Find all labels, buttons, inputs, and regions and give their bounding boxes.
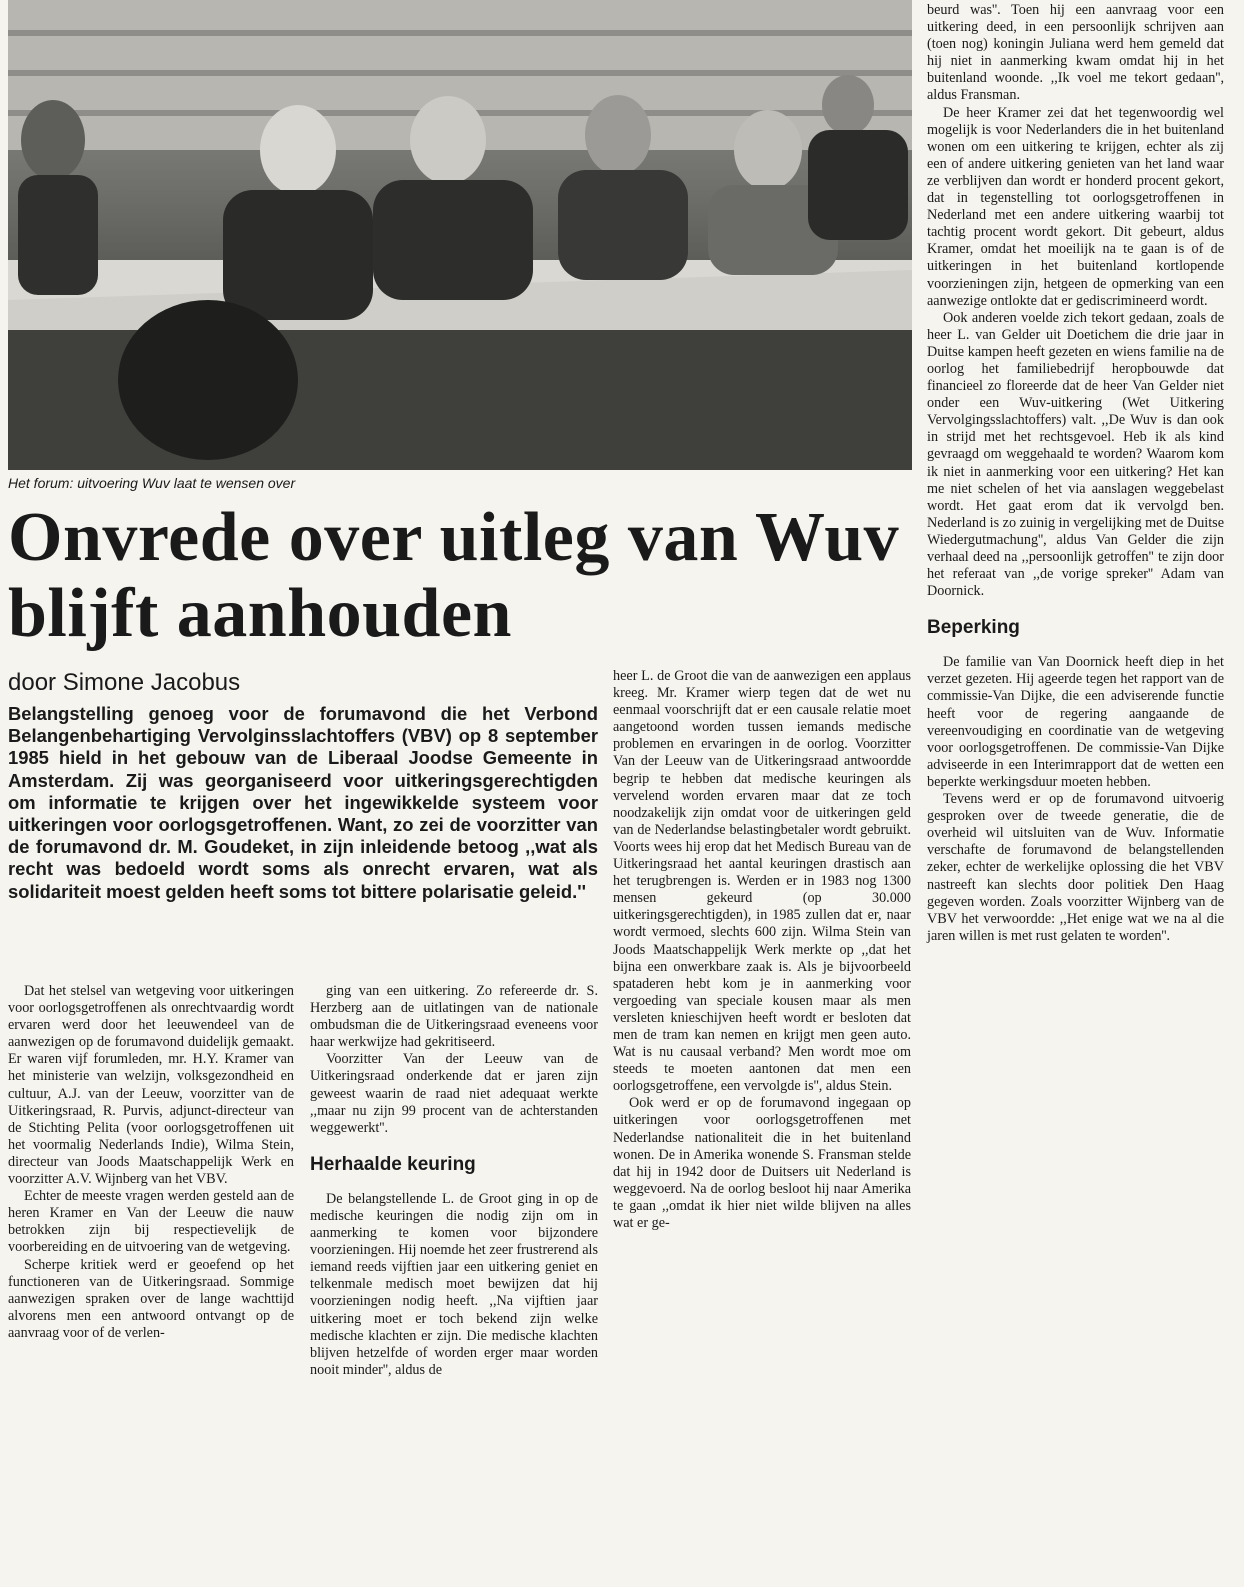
body-paragraph: Voorzitter Van der Leeuw van de Uitkeringsraad onderkende dat er jaren zijn geweest waarin de raad niet adequaat werkte ,,maar nu zijn 99 procent van de achterstanden weggewerkt''. (310, 1051, 598, 1136)
column-1 (8, 983, 294, 1342)
body-paragraph: Echter de meeste vragen werden gesteld aan de heren Kramer en Van der Leeuw die nauw betrokken zijn bij respectievelijk de voorbereiding en de uitvoering van de wetgeving. (8, 1188, 294, 1256)
body-paragraph: ging van een uitkering. Zo refereerde dr. S. Herzberg aan de uitlatingen van de nationale ombudsman die de Uitkeringsraad eveneens voor haar werkwijze had gekritiseerd. (310, 983, 598, 1051)
lead-paragraph: Belangstelling genoeg voor de forumavond die het Verbond Belangenbehartiging Vervolginsslachtoffers (VBV) op 8 september 1985 hield in het gebouw van de Liberaal Joodse Gemeente in Amsterdam. Zij was georganiseerd voor uitkeringsgerechtigden om informatie te krijgen over het ingewikkelde systeem voor uitkeringen voor oorlogsgetroffenen. Want, zo zei de voorzitter van de forumavond dr. M. Goudeket, in zijn inleidende betoog ,,wat als recht was bedoeld wordt soms als onrecht ervaren, wat als solidariteit moest gelden heeft soms tot bittere polarisatie geleid.'' (8, 703, 598, 902)
subheading-herhaalde-keuring: Herhaalde keuring (310, 1153, 476, 1175)
column-4 (927, 2, 1224, 945)
body-paragraph: beurd was''. Toen hij een aanvraag voor een uitkering deed, in een persoonlijk schrijven aan (toen nog) koningin Juliana werd hem gemeld dat hij niet in aanmerking kwam omdat hij in het buitenland woonde. ,,Ik voel me tekort gedaan'', aldus Fransman. (927, 2, 1224, 104)
photo-caption: Het forum: uitvoering Wuv laat te wensen over (8, 475, 296, 491)
column-2 (310, 983, 598, 1379)
photo-illustration (8, 0, 912, 470)
forum-photo (8, 0, 912, 470)
body-paragraph: Dat het stelsel van wetgeving voor uitkeringen voor oorlogsgetroffenen als onrechtvaardig wordt ervaren werd door het leeuwendeel van de aanwezigen op de forumavond duidelijk gemaakt. Er waren vijf forumleden, mr. H.Y. Kramer van het ministerie van welzijn, volksgezondheid en cultuur, A.J. van der Leeuw, voorzitter van de Uitkeringsraad, R. Purvis, adjunct-directeur van de Stichting Pelita (voor oorlogsgetroffenen uit het voormalig Nederlands Indie), Wilma Stein, directeur van Joods Maatschappelijk Werk en voorzitter A.V. Wijnberg van het VBV. (8, 983, 294, 1188)
body-paragraph: heer L. de Groot die van de aanwezigen een applaus kreeg. Mr. Kramer wierp tegen dat de wet nu eenmaal voorschrijft dat er een causale relatie moet aangetoond worden tussen iemands medische problemen en ervaringen in de oorlog. Voorzitter Van der Leeuw van de Uitkeringsraad antwoordde begrip te hebben dat medische keuringen als vervelend worden ervaren maar dat ze toch noodzakelijk zijn omdat voor de uitkeringen geld van de Nederlandse belastingbetaler wordt gebruikt. Voorts wees hij erop dat het Medisch Bureau van de Uitkeringsraad het aantal keuringen drastisch aan het terugbrengen is. Werden er in 1983 nog 1300 mensen gekeurd (op 30.000 uitkeringsgerechtigden), in 1985 zullen dat er, naar wordt vermoed, slechts 600 zijn. Wilma Stein van Joods Maatschappelijk Werk merkte op ,,dat het bijna een onwerkbare zaak is. Als je bijvoorbeeld spataderen hebt kom je in aanmerking voor vergoeding van speciale kousen maar als men versleten knieschijven heeft wordt er besloten dat men de tram kan nemen en krijgt men geen auto. Wat is nu causaal verband? Men wordt moe om steeds te moeten aantonen dat men een oorlogsgetroffene, een vervolgde is'', aldus Stein. (613, 668, 911, 1095)
body-paragraph: Ook werd er op de forumavond ingegaan op uitkeringen voor oorlogsgetroffenen met Nederlandse nationaliteit die in het buitenland wonen. De in Amerika wonende S. Fransman stelde dat hij in 1942 door de Duitsers uit Nederland is weggevoerd. Na de oorlog besloot hij naar Amerika te gaan ,,omdat ik hier niet wilde blijven na alles wat er ge- (613, 1095, 911, 1231)
body-paragraph: Scherpe kritiek werd er geoefend op het functioneren van de Uitkeringsraad. Sommige aanwezigen spraken over de lange wachttijd alvorens men een antwoord ontvangt op de aanvraag voor of de verlen- (8, 1256, 294, 1341)
body-paragraph: Tevens werd er op de forumavond uitvoerig gesproken over de tweede generatie, die de overheid wil uitsluiten van de Wuv. Informatie verschafte de forumavond de belangstellenden zeker, echter de werkelijke oplossing die het VBV nastreeft kan slechts door politiek Den Haag gegeven worden. Zoals voorzitter Wijnberg van de VBV het verwoordde: ,,Het enige wat we na al die jaren willen is met rust gelaten te worden''. (927, 791, 1224, 944)
byline: door Simone Jacobus (8, 669, 241, 696)
subheading-beperking: Beperking (927, 617, 1020, 639)
body-paragraph: De heer Kramer zei dat het tegenwoordig wel mogelijk is voor Nederlanders die in het buitenland wonen om een uitkering te krijgen, echter als zij een of andere uitkering genieten van het land waar ze verblijven dan wordt er honderd procent gekort, dat in tegenstelling tot oorlogsgetroffenen in Nederland met een andere uitkering waarbij tot tachtig procent wordt gekort. Dit gebeurt, aldus Kramer, omdat het moeilijk na te gaan is of de uitkeringen in het buitenland kortlopende voorzieningen zijn, hetgeen de opmerking van een aanwezige ontlokte dat er gediscrimineerd wordt. (927, 104, 1224, 309)
headline: Onvrede over uitleg van Wuv blijft aanhouden (8, 499, 900, 652)
body-paragraph: Ook anderen voelde zich tekort gedaan, zoals de heer L. van Gelder uit Doetichem die drie jaar in Duitse kampen heeft gezeten en wiens familie na de oorlog het familiebedrijf heropbouwde dat financieel zo floreerde dat de heer Van Gelder niet onder een Wuv-uitkering (Wet Uitkering Vervolgingsslachtoffers) valt. ,,De Wuv is dan ook in strijd met het rechtsgevoel. Heb ik als kind gevraagd om weggehaald te worden? Waarom kom ik niet in aanmerking voor een uitkering? Het kan me niet schelen of het via aanslagen weggebelast wordt. Het gaat erom dat ik vervolgd ben. Nederland is zo zuinig in vergelijking met de Duitse Wiedergutmachung'', aldus Van Gelder die zijn verhaal deed na ,,persoonlijk getroffen'' te zijn door het referaat van ,,de vorige spreker'' Adam van Doornick. (927, 309, 1224, 600)
column-3 (613, 668, 911, 1232)
body-paragraph: De familie van Van Doornick heeft diep in het verzet gezeten. Hij ageerde tegen het rapport van de commissie-Van Dijke, die een adviserende functie heeft voor de regering aangaande de vereenvoudiging en coordinatie van de wetgeving voor oorlogsgetroffenen. De commissie-Van Dijke adviseerde in een Interimrapport dat de wetten een beperkte werkingsduur moeten hebben. (927, 654, 1224, 790)
body-paragraph: De belangstellende L. de Groot ging in op de medische keuringen die nodig zijn om in aanmerking te komen voor bijzondere voorzieningen. Hij noemde het zeer frustrerend als iemand reeds vijftien jaar een uitkering geniet en telkenmale medisch moet bewijzen dat hij voorzieningen nodig heeft. ,,Na vijftien jaar uitkering moet er toch bekend zijn welke medische klachten er zijn. Die medische klachten blijven hetzelfde of worden erger maar worden nooit minder'', aldus de (310, 1190, 598, 1378)
